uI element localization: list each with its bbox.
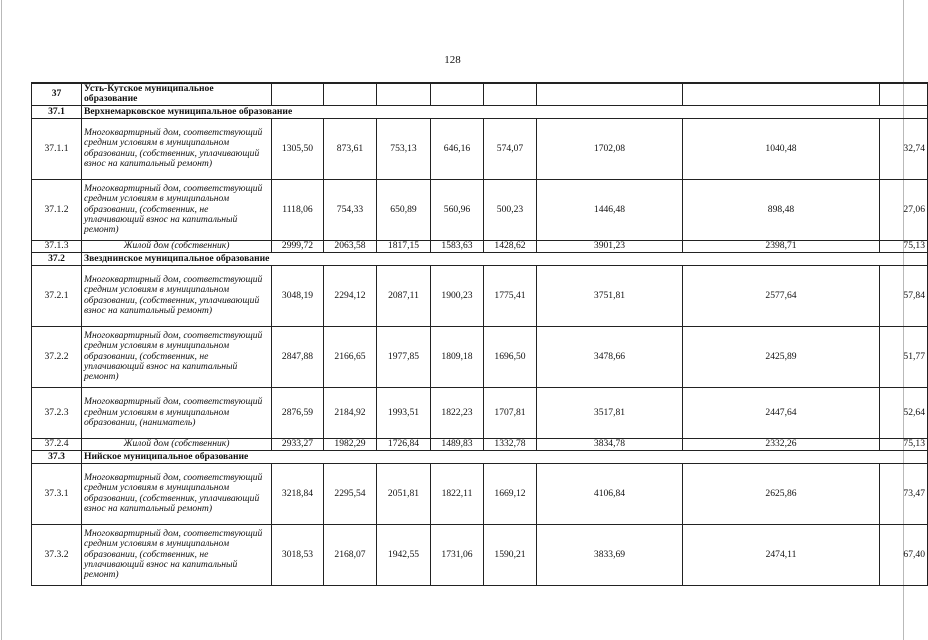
cell-value: 1775,41 (484, 265, 537, 326)
cell-value: 27,06 (880, 179, 928, 240)
cell-value: 3018,53 (272, 524, 324, 585)
cell-value: 1590,21 (484, 524, 537, 585)
row-description: Многоквартирный дом, соответствующий средним условиям в муниципальном образовании, (собственник, уплачивающий взнос на капитальный ремонт) (82, 118, 272, 179)
table-row (32, 463, 928, 524)
cell-value: 560,96 (431, 179, 484, 240)
page-edge-left (1, 0, 2, 640)
cell-value: 1428,62 (484, 240, 537, 252)
section-code: 37.2 (32, 252, 82, 265)
row-description: Многоквартирный дом, соответствующий средним условиям в муниципальном образовании, (собственник, уплачивающий взнос на капитальный ремонт) (82, 265, 272, 326)
row-description: Жилой дом (собственник) (82, 240, 272, 252)
cell-value: 898,48 (683, 179, 880, 240)
cell-value: 32,74 (880, 118, 928, 179)
cell-value: 75,13 (880, 438, 928, 450)
section-code: 37 (32, 83, 82, 105)
section-title: Нийское муниципальное образование (82, 450, 928, 463)
page-number: 128 (444, 54, 461, 66)
cell-value: 1446,48 (537, 179, 683, 240)
row-code: 37.2.1 (32, 265, 82, 326)
cell-value: 2295,54 (324, 463, 377, 524)
cell-value: 4106,84 (537, 463, 683, 524)
cell-value: 2087,11 (377, 265, 431, 326)
row-description: Многоквартирный дом, соответствующий средним условиям в муниципальном образовании, (собственник, не уплачивающий взнос на капитальный ремонт) (82, 179, 272, 240)
table-row (32, 240, 928, 252)
cell-value: 1809,18 (431, 326, 484, 387)
cell-value: 3834,78 (537, 438, 683, 450)
cell-value: 1942,55 (377, 524, 431, 585)
section-row (32, 83, 928, 105)
cell-value: 2474,11 (683, 524, 880, 585)
cell-value: 1707,81 (484, 387, 537, 438)
cell-value: 3517,81 (537, 387, 683, 438)
cell-value: 2933,27 (272, 438, 324, 450)
cell-value: 1305,50 (272, 118, 324, 179)
cell-value: 754,33 (324, 179, 377, 240)
section-row (32, 450, 928, 463)
section-row (32, 105, 928, 118)
section-code: 37.3 (32, 450, 82, 463)
cell-value: 3218,84 (272, 463, 324, 524)
cell-value: 500,23 (484, 179, 537, 240)
cell-value: 1702,08 (537, 118, 683, 179)
row-code: 37.1.1 (32, 118, 82, 179)
cell-value: 51,77 (880, 326, 928, 387)
cell-value: 1731,06 (431, 524, 484, 585)
cell-value: 2577,64 (683, 265, 880, 326)
cell-value: 52,64 (880, 387, 928, 438)
cell-value: 1696,50 (484, 326, 537, 387)
cell-value: 753,13 (377, 118, 431, 179)
table-row (32, 438, 928, 450)
cell-value: 1977,85 (377, 326, 431, 387)
cell-value: 1993,51 (377, 387, 431, 438)
cell-value: 73,47 (880, 463, 928, 524)
cell-value: 1822,23 (431, 387, 484, 438)
cell-value: 1583,63 (431, 240, 484, 252)
cell-value: 650,89 (377, 179, 431, 240)
section-title: Верхнемарковское муниципальное образование (82, 105, 928, 118)
row-code: 37.1.2 (32, 179, 82, 240)
row-code: 37.3.2 (32, 524, 82, 585)
row-description: Многоквартирный дом, соответствующий средним условиям в муниципальном образовании, (собственник, уплачивающий взнос на капитальный ремонт) (82, 463, 272, 524)
section-title: Звезднинское муниципальное образование (82, 252, 928, 265)
cell-value: 873,61 (324, 118, 377, 179)
cell-value: 2051,81 (377, 463, 431, 524)
table-row (32, 524, 928, 585)
table-row (32, 179, 928, 240)
row-code: 37.3.1 (32, 463, 82, 524)
cell-value: 1118,06 (272, 179, 324, 240)
section-row (32, 252, 928, 265)
cell-value: 2398,71 (683, 240, 880, 252)
cell-value: 2168,07 (324, 524, 377, 585)
table-row (32, 265, 928, 326)
cell-value: 2294,12 (324, 265, 377, 326)
cell-value: 646,16 (431, 118, 484, 179)
section-code: 37.1 (32, 105, 82, 118)
row-description: Многоквартирный дом, соответствующий средним условиям в муниципальном образовании, (собственник, не уплачивающий взнос на капитальный ремонт) (82, 524, 272, 585)
cell-value: 2166,65 (324, 326, 377, 387)
tariff-table (31, 82, 928, 586)
table-row (32, 326, 928, 387)
cell-value: 2847,88 (272, 326, 324, 387)
cell-value: 2447,64 (683, 387, 880, 438)
cell-value: 1726,84 (377, 438, 431, 450)
cell-value: 1900,23 (431, 265, 484, 326)
cell-value: 67,40 (880, 524, 928, 585)
section-title: Усть-Кутское муниципальное образование (82, 83, 272, 105)
row-code: 37.2.2 (32, 326, 82, 387)
cell-value: 1040,48 (683, 118, 880, 179)
cell-value: 2332,26 (683, 438, 880, 450)
cell-value: 2876,59 (272, 387, 324, 438)
cell-value: 1822,11 (431, 463, 484, 524)
cell-value: 2063,58 (324, 240, 377, 252)
cell-value: 1332,78 (484, 438, 537, 450)
cell-value: 3048,19 (272, 265, 324, 326)
cell-value: 75,13 (880, 240, 928, 252)
row-description: Жилой дом (собственник) (82, 438, 272, 450)
cell-value: 1982,29 (324, 438, 377, 450)
cell-value: 1489,83 (431, 438, 484, 450)
cell-value: 3901,23 (537, 240, 683, 252)
cell-value: 2625,86 (683, 463, 880, 524)
cell-value: 1669,12 (484, 463, 537, 524)
cell-value: 2184,92 (324, 387, 377, 438)
row-description: Многоквартирный дом, соответствующий средним условиям в муниципальном образовании, (наниматель) (82, 387, 272, 438)
row-code: 37.2.4 (32, 438, 82, 450)
row-code: 37.2.3 (32, 387, 82, 438)
cell-value: 57,84 (880, 265, 928, 326)
row-code: 37.1.3 (32, 240, 82, 252)
cell-value: 574,07 (484, 118, 537, 179)
table-row (32, 387, 928, 438)
cell-value: 3751,81 (537, 265, 683, 326)
cell-value: 2425,89 (683, 326, 880, 387)
cell-value: 1817,15 (377, 240, 431, 252)
cell-value: 3478,66 (537, 326, 683, 387)
cell-value: 2999,72 (272, 240, 324, 252)
row-description: Многоквартирный дом, соответствующий средним условиям в муниципальном образовании, (собственник, не уплачивающий взнос на капитальный ремонт) (82, 326, 272, 387)
table-row (32, 118, 928, 179)
cell-value: 3833,69 (537, 524, 683, 585)
